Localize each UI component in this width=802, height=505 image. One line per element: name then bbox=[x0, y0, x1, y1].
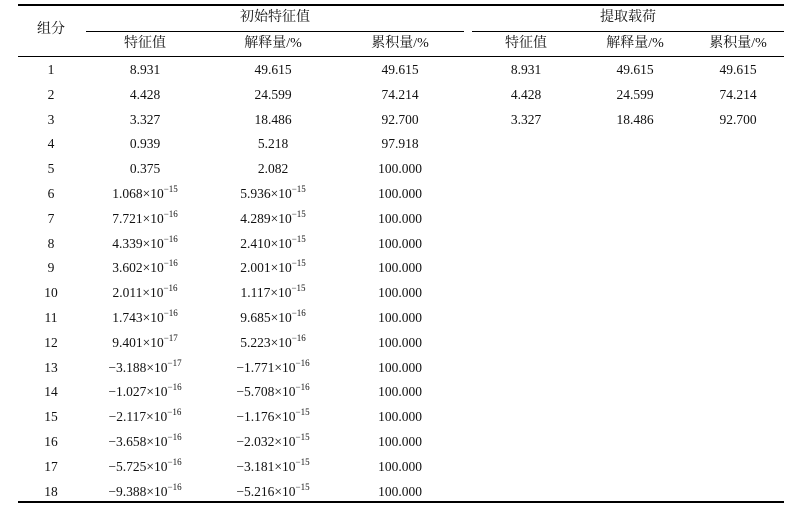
value-mantissa: 5.936×10 bbox=[240, 186, 292, 201]
value-exponent: −17 bbox=[163, 333, 178, 343]
explained-cell bbox=[212, 409, 334, 425]
component-cell: 6 bbox=[47, 186, 55, 201]
value-mantissa: 0.939 bbox=[129, 136, 161, 151]
value-mantissa: −2.032×10 bbox=[236, 434, 296, 449]
explained-cell bbox=[212, 459, 334, 475]
value-exponent: −16 bbox=[295, 358, 310, 368]
value-exponent: −15 bbox=[295, 457, 310, 467]
header-extraction-cumulative: 累积量/% bbox=[709, 36, 767, 51]
value-exponent: −16 bbox=[167, 457, 182, 467]
eigenvalue-cell bbox=[86, 260, 204, 276]
component-cell: 7 bbox=[47, 211, 55, 226]
eigenvalue-cell bbox=[86, 112, 204, 128]
component-cell: 11 bbox=[44, 310, 58, 325]
value-exponent: −16 bbox=[163, 258, 178, 268]
component-cell: 17 bbox=[44, 459, 58, 474]
cumulative-cell: 97.918 bbox=[381, 136, 419, 151]
eigenvalue-cell bbox=[86, 360, 204, 376]
extraction-cumulative-cell: 74.214 bbox=[719, 87, 757, 102]
value-mantissa: −1.771×10 bbox=[236, 360, 296, 375]
explained-cell bbox=[212, 136, 334, 152]
initial-group-rule bbox=[86, 31, 464, 32]
eigenvalue-cell bbox=[86, 459, 204, 475]
value-mantissa: 8.931 bbox=[129, 62, 161, 77]
header-component: 组分 bbox=[37, 22, 65, 37]
value-exponent: −17 bbox=[167, 358, 182, 368]
explained-cell bbox=[212, 236, 334, 252]
value-mantissa: 2.011×10 bbox=[112, 285, 164, 300]
top-rule bbox=[18, 4, 784, 6]
component-cell: 1 bbox=[47, 62, 55, 77]
cumulative-cell: 100.000 bbox=[378, 310, 422, 325]
eigenvalue-cell bbox=[86, 384, 204, 400]
cumulative-cell: 49.615 bbox=[381, 62, 419, 77]
eigenvalue-cell bbox=[86, 136, 204, 152]
bottom-rule bbox=[18, 501, 784, 503]
explained-cell bbox=[212, 434, 334, 450]
component-cell: 13 bbox=[44, 360, 58, 375]
header-extraction-group: 提取载荷 bbox=[600, 10, 656, 25]
component-cell: 9 bbox=[47, 260, 55, 275]
value-mantissa: −5.708×10 bbox=[236, 384, 296, 399]
value-mantissa: −1.176×10 bbox=[236, 409, 296, 424]
eigenvalue-cell bbox=[86, 434, 204, 450]
value-exponent: −16 bbox=[291, 308, 306, 318]
explained-cell bbox=[212, 211, 334, 227]
value-exponent: −15 bbox=[291, 234, 306, 244]
extraction-explained-cell: 18.486 bbox=[616, 112, 654, 127]
explained-cell bbox=[212, 310, 334, 326]
value-exponent: −15 bbox=[163, 184, 178, 194]
extraction-cumulative-cell: 49.615 bbox=[719, 62, 757, 77]
explained-cell bbox=[212, 87, 334, 103]
value-exponent: −16 bbox=[167, 407, 182, 417]
eigenvalue-cell bbox=[86, 409, 204, 425]
cumulative-cell: 100.000 bbox=[378, 384, 422, 399]
cumulative-cell: 100.000 bbox=[378, 360, 422, 375]
cumulative-cell: 74.214 bbox=[381, 87, 419, 102]
cumulative-cell: 100.000 bbox=[378, 335, 422, 350]
component-cell: 4 bbox=[47, 136, 55, 151]
eigenvalue-cell bbox=[86, 87, 204, 103]
component-cell: 3 bbox=[47, 112, 55, 127]
value-mantissa: 4.339×10 bbox=[112, 236, 164, 251]
cumulative-cell: 92.700 bbox=[381, 112, 419, 127]
component-cell: 16 bbox=[44, 434, 58, 449]
explained-cell bbox=[212, 384, 334, 400]
cumulative-cell: 100.000 bbox=[378, 409, 422, 424]
value-exponent: −15 bbox=[295, 407, 310, 417]
header-extraction-explained: 解释量/% bbox=[606, 36, 664, 51]
value-mantissa: −3.188×10 bbox=[108, 360, 168, 375]
value-mantissa: 3.327 bbox=[129, 112, 161, 127]
value-exponent: −16 bbox=[167, 482, 182, 492]
value-mantissa: 4.289×10 bbox=[240, 211, 292, 226]
cumulative-cell: 100.000 bbox=[378, 285, 422, 300]
header-initial-group: 初始特征值 bbox=[240, 10, 310, 25]
value-mantissa: 9.401×10 bbox=[112, 335, 164, 350]
extraction-eigenvalue-cell: 4.428 bbox=[510, 87, 542, 102]
eigenvalue-cell bbox=[86, 310, 204, 326]
value-mantissa: 18.486 bbox=[254, 112, 292, 127]
eigenvalue-cell bbox=[86, 62, 204, 78]
header-extraction-eigenvalue: 特征值 bbox=[505, 36, 547, 51]
value-mantissa: −3.181×10 bbox=[236, 459, 296, 474]
component-cell: 5 bbox=[47, 161, 55, 176]
extraction-eigenvalue-cell: 8.931 bbox=[510, 62, 542, 77]
explained-cell bbox=[212, 186, 334, 202]
value-exponent: −16 bbox=[291, 333, 306, 343]
cumulative-cell: 100.000 bbox=[378, 260, 422, 275]
value-mantissa: 2.410×10 bbox=[240, 236, 292, 251]
value-mantissa: −5.216×10 bbox=[236, 484, 296, 499]
component-cell: 14 bbox=[44, 384, 58, 399]
value-mantissa: 1.117×10 bbox=[240, 285, 292, 300]
component-cell: 2 bbox=[47, 87, 55, 102]
explained-cell bbox=[212, 360, 334, 376]
extraction-explained-cell: 24.599 bbox=[616, 87, 654, 102]
extraction-eigenvalue-cell: 3.327 bbox=[510, 112, 542, 127]
component-cell: 8 bbox=[47, 236, 55, 251]
cumulative-cell: 100.000 bbox=[378, 434, 422, 449]
value-exponent: −15 bbox=[295, 482, 310, 492]
value-mantissa: 5.223×10 bbox=[240, 335, 292, 350]
value-exponent: −15 bbox=[291, 258, 306, 268]
eigenvalue-cell bbox=[86, 186, 204, 202]
value-mantissa: −9.388×10 bbox=[108, 484, 168, 499]
header-bottom-rule bbox=[18, 56, 784, 57]
value-mantissa: 9.685×10 bbox=[240, 310, 292, 325]
value-exponent: −16 bbox=[163, 234, 178, 244]
explained-cell bbox=[212, 260, 334, 276]
value-exponent: −16 bbox=[167, 432, 182, 442]
component-cell: 18 bbox=[44, 484, 58, 499]
explained-cell bbox=[212, 62, 334, 78]
value-exponent: −15 bbox=[295, 432, 310, 442]
value-mantissa: 7.721×10 bbox=[112, 211, 164, 226]
extraction-group-rule bbox=[472, 31, 784, 32]
explained-cell bbox=[212, 335, 334, 351]
value-exponent: −16 bbox=[163, 283, 178, 293]
eigenvalue-cell bbox=[86, 285, 204, 301]
value-mantissa: −2.117×10 bbox=[108, 409, 168, 424]
header-eigenvalue: 特征值 bbox=[124, 36, 166, 51]
value-exponent: −16 bbox=[163, 209, 178, 219]
value-exponent: −15 bbox=[291, 184, 306, 194]
explained-cell bbox=[212, 112, 334, 128]
value-mantissa: −1.027×10 bbox=[108, 384, 168, 399]
value-exponent: −15 bbox=[291, 283, 306, 293]
value-exponent: −16 bbox=[167, 382, 182, 392]
value-mantissa: 1.743×10 bbox=[112, 310, 164, 325]
value-mantissa: 4.428 bbox=[129, 87, 161, 102]
value-exponent: −16 bbox=[163, 308, 178, 318]
header-cumulative: 累积量/% bbox=[371, 36, 429, 51]
eigenvalue-cell bbox=[86, 161, 204, 177]
extraction-cumulative-cell: 92.700 bbox=[719, 112, 757, 127]
value-mantissa: 5.218 bbox=[257, 136, 289, 151]
cumulative-cell: 100.000 bbox=[378, 161, 422, 176]
value-mantissa: −3.658×10 bbox=[108, 434, 168, 449]
value-mantissa: 2.082 bbox=[257, 161, 289, 176]
cumulative-cell: 100.000 bbox=[378, 211, 422, 226]
value-exponent: −15 bbox=[291, 209, 306, 219]
value-mantissa: 0.375 bbox=[129, 161, 161, 176]
header-explained: 解释量/% bbox=[244, 36, 302, 51]
component-cell: 10 bbox=[44, 285, 58, 300]
value-exponent: −16 bbox=[295, 382, 310, 392]
value-mantissa: 24.599 bbox=[254, 87, 292, 102]
eigenvalue-cell bbox=[86, 484, 204, 500]
value-mantissa: −5.725×10 bbox=[108, 459, 168, 474]
cumulative-cell: 100.000 bbox=[378, 236, 422, 251]
cumulative-cell: 100.000 bbox=[378, 459, 422, 474]
value-mantissa: 49.615 bbox=[254, 62, 292, 77]
value-mantissa: 2.001×10 bbox=[240, 260, 292, 275]
value-mantissa: 3.602×10 bbox=[112, 260, 164, 275]
explained-cell bbox=[212, 484, 334, 500]
component-cell: 15 bbox=[44, 409, 58, 424]
explained-cell bbox=[212, 285, 334, 301]
component-cell: 12 bbox=[44, 335, 58, 350]
eigenvalue-cell bbox=[86, 236, 204, 252]
eigenvalue-cell bbox=[86, 335, 204, 351]
extraction-explained-cell: 49.615 bbox=[616, 62, 654, 77]
cumulative-cell: 100.000 bbox=[378, 484, 422, 499]
cumulative-cell: 100.000 bbox=[378, 186, 422, 201]
value-mantissa: 1.068×10 bbox=[112, 186, 164, 201]
eigenvalue-cell bbox=[86, 211, 204, 227]
explained-cell bbox=[212, 161, 334, 177]
